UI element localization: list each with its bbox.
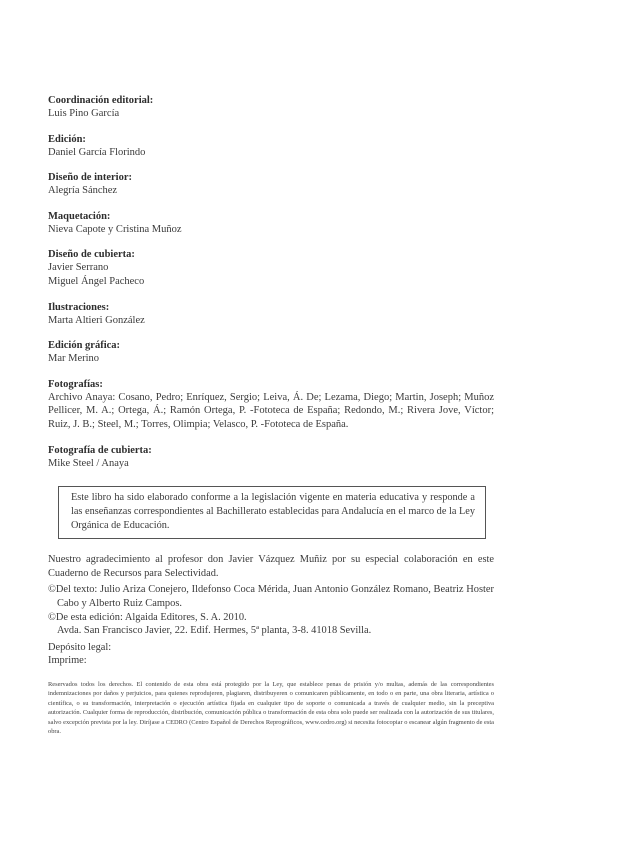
- credit-heading: Coordinación editorial:: [48, 95, 154, 106]
- credit-heading: Fotografías:: [48, 378, 103, 390]
- credit-name: Nieva Capote y Cristina Muñoz: [48, 223, 182, 235]
- credit-name: Mike Steel / Anaya: [48, 457, 129, 469]
- credit-heading: Diseño de cubierta:: [48, 249, 135, 261]
- credit-name: Alegría Sánchez: [48, 185, 118, 197]
- credit-graphic-edition: [48, 339, 494, 366]
- credit-heading: Edición gráfica:: [48, 340, 121, 352]
- credits-page: [48, 94, 494, 736]
- credit-name: Miguel Ángel Pacheco: [48, 275, 145, 287]
- printer: Imprime:: [48, 655, 87, 667]
- credit-heading: Ilustraciones:: [48, 301, 110, 313]
- credit-name: Marta Altieri González: [48, 314, 145, 326]
- copyright-text: ©Del texto: Julio Ariza Conejero, Ildefonso Coca Mérida, Juan Antonio González Romano, Beatriz Hoster Cabo y Alberto Ruiz Campos.: [48, 584, 494, 609]
- credit-heading: Fotografía de cubierta:: [48, 444, 152, 456]
- legal-deposit: Depósito legal:: [48, 641, 112, 653]
- publisher-address: Avda. San Francisco Javier, 22. Edif. Hermes, 5ª planta, 3-8. 41018 Sevilla.: [57, 625, 372, 637]
- credit-name: Archivo Anaya: Cosano, Pedro; Enríquez, Sergio; Leiva, Á. De; Lezama, Diego; Martin, Joseph; Muñoz Pellicer, M. A.; Ortega, Á.; Ramón Ortega, P. -Fototeca de España; Redondo, M.; Rivera Jove, Víctor; Ruiz, J. B.; Steel, M.; Torres, Olimpia; Velasco, P. -Fototeca de España.: [48, 391, 494, 430]
- legislation-notice-box: Este libro ha sido elaborado conforme a la legislación vigente en materia educativa y responde a las enseñanzas correspondientes al Bachillerato establecidas para Andalucía en el marco de la Ley Orgánica de Educación.: [58, 486, 486, 539]
- credit-cover-design: [48, 248, 494, 288]
- acknowledgement: Nuestro agradecimiento al profesor don Javier Vázquez Muñiz por su especial colaboración en este Cuaderno de Recursos para Selectividad.: [48, 554, 494, 579]
- credit-interior-design: [48, 171, 494, 198]
- credit-name: Daniel García Florindo: [48, 146, 146, 158]
- credit-layout: [48, 210, 494, 237]
- credit-coordination: [48, 94, 494, 121]
- credit-edition: [48, 133, 494, 160]
- credit-heading: Edición:: [48, 133, 86, 145]
- credit-cover-photo: [48, 444, 494, 471]
- credit-name: Mar Merino: [48, 353, 100, 365]
- copyright-edition: ©De esta edición: Algaida Editores, S. A. 2010.: [48, 611, 247, 623]
- credit-illustrations: [48, 301, 494, 328]
- credit-name: Luis Pino García: [48, 108, 120, 119]
- credit-heading: Diseño de interior:: [48, 172, 132, 184]
- rights-fine-print: Reservados todos los derechos. El contenido de esta obra está protegido por la Ley, que establece penas de prisión y/o multas, además de las correspondientes indemnizaciones por daños y perjuicios, para quienes reprodujeren, plagiaren, distribuyeren o comunicaren públicamente, en todo o en parte, una obra literaria, artística o científica, o su transformación, interpretación o ejecución artística fijada en cualquier tipo de soporte o comunicada a través de cualquier medio, sin la preceptiva autorización. Cualquier forma de reproducción, distribución, comunicación pública o transformación de esta obra solo puede ser realizada con la autorización de sus titulares, salvo excepción prevista por la ley. Diríjase a CEDRO (Centro Español de Derechos Reprográficos, www.cedro.org) si necesita fotocopiar o escanear algún fragmento de esta obra.: [48, 680, 494, 735]
- credit-photographs: [48, 378, 494, 432]
- credit-name: Javier Serrano: [48, 262, 109, 274]
- credit-heading: Maquetación:: [48, 210, 111, 222]
